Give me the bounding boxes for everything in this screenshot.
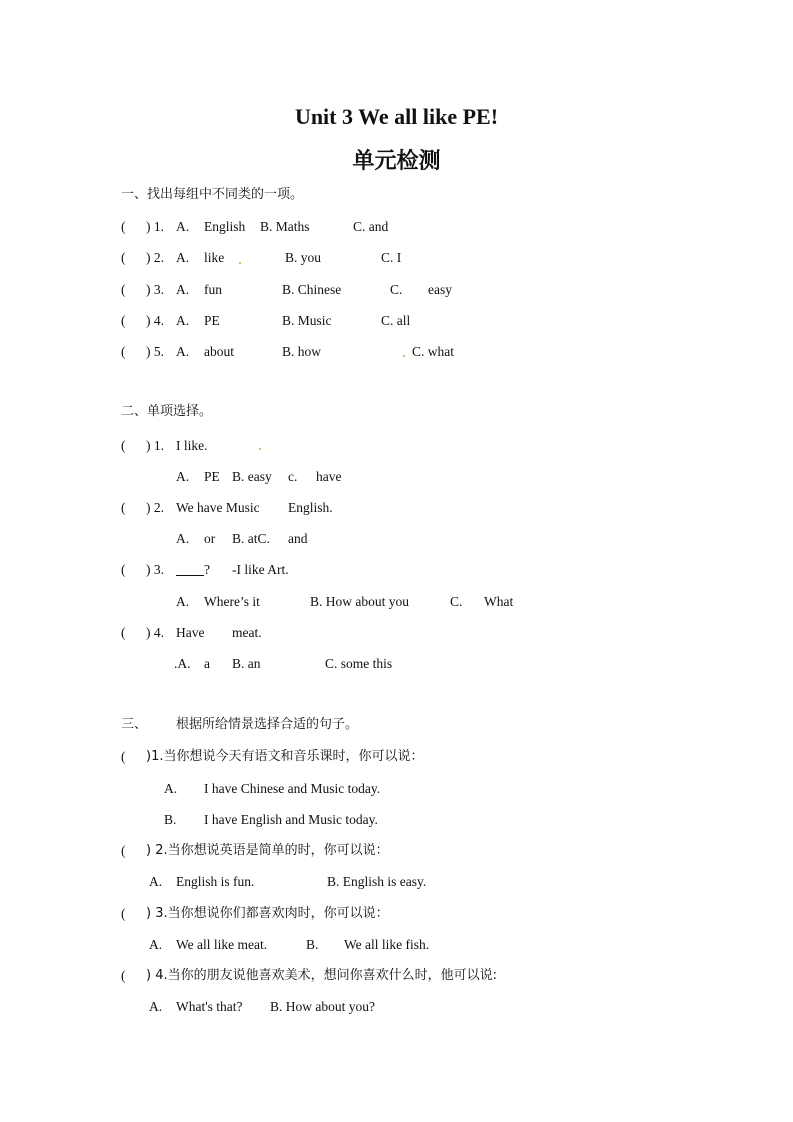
answer-paren: ( bbox=[121, 625, 126, 640]
option-b: I have English and Music today. bbox=[204, 812, 378, 827]
option-b-label: B. bbox=[306, 937, 319, 952]
option-a: English is fun. bbox=[176, 874, 255, 889]
option-a-label: A. bbox=[149, 999, 163, 1014]
question-number: ) 1. bbox=[146, 219, 164, 234]
option-c: and bbox=[288, 531, 308, 546]
answer-paren: ( bbox=[121, 344, 126, 359]
option-a-label: A. bbox=[176, 469, 190, 484]
option-a-label: A. bbox=[176, 282, 190, 297]
question-text-end: English. bbox=[288, 500, 333, 515]
option-c-label: C. bbox=[450, 594, 463, 609]
answer-paren: ( bbox=[121, 438, 126, 453]
option-c: C. and bbox=[353, 219, 389, 234]
option-a: PE bbox=[204, 313, 220, 328]
option-a-label: A. bbox=[176, 313, 190, 328]
option-b: We all like fish. bbox=[344, 937, 430, 952]
question-text: ) 3.当你想说你们都喜欢肉时，你可以说： bbox=[146, 906, 389, 921]
option-c: C. I bbox=[381, 250, 402, 265]
option-a-label: A. bbox=[176, 344, 190, 359]
question-text: ? bbox=[204, 562, 210, 577]
option-a: I have Chinese and Music today. bbox=[204, 781, 381, 796]
section-2-heading: 二、单项选择。 bbox=[121, 404, 213, 419]
question-number: ) 1. bbox=[146, 438, 164, 453]
option-c: What bbox=[484, 594, 514, 609]
question-number: ) 2. bbox=[146, 250, 164, 265]
question-number: ) 4. bbox=[146, 313, 164, 328]
option-b-c: B. atC. bbox=[232, 531, 270, 546]
answer-paren: ( bbox=[121, 749, 126, 764]
option-a-label: A. bbox=[176, 250, 190, 265]
question-text: )1.当你想说今天有语文和音乐课时，你可以说： bbox=[146, 749, 424, 764]
answer-paren: ( bbox=[121, 968, 126, 983]
answer-paren: ( bbox=[121, 313, 126, 328]
option-a-label: A. bbox=[164, 781, 178, 796]
answer-paren: ( bbox=[121, 500, 126, 515]
option-b-label: B. bbox=[164, 812, 177, 827]
option-c: C. all bbox=[381, 313, 411, 328]
option-a: Where’s it bbox=[204, 594, 260, 609]
option-b: B. Music bbox=[282, 313, 332, 328]
option-a: like bbox=[204, 250, 225, 265]
question-text: Have bbox=[176, 625, 205, 640]
question-number: ) 2. bbox=[146, 500, 164, 515]
question-number: ) 3. bbox=[146, 562, 164, 577]
option-b: B. an bbox=[232, 656, 261, 671]
stray-dot bbox=[239, 262, 241, 264]
option-b: B. How about you? bbox=[270, 999, 375, 1014]
option-b: B. English is easy. bbox=[327, 874, 427, 889]
option-b: B. easy bbox=[232, 469, 272, 484]
option-b: B. Maths bbox=[260, 219, 310, 234]
option-b: B. how bbox=[282, 344, 322, 359]
answer-paren: ( bbox=[121, 843, 126, 858]
option-c-label: c. bbox=[288, 469, 298, 484]
question-text: ) 4.当你的朋友说他喜欢美术，想问你喜欢什么时，他可以说: bbox=[146, 968, 497, 983]
page-subtitle: 单元检测 bbox=[352, 149, 441, 174]
option-a-label: A. bbox=[176, 531, 190, 546]
section-3-heading: 根据所给情景选择合适的句子。 bbox=[176, 717, 359, 732]
option-a-label: A. bbox=[149, 937, 163, 952]
stray-dot bbox=[403, 355, 405, 357]
option-c: have bbox=[316, 469, 342, 484]
question-text: We have Music bbox=[176, 500, 260, 515]
option-b: B. Chinese bbox=[282, 282, 342, 297]
option-a: about bbox=[204, 344, 234, 359]
section-1-heading: 一、找出每组中不同类的一项。 bbox=[121, 187, 304, 202]
option-c-label: C. bbox=[390, 282, 403, 297]
answer-blank bbox=[176, 563, 204, 576]
answer-paren: ( bbox=[121, 562, 126, 577]
question-reply: -I like Art. bbox=[232, 562, 289, 577]
question-text: I like. bbox=[176, 438, 208, 453]
page-title: Unit 3 We all like PE! bbox=[294, 104, 499, 129]
question-text-end: meat. bbox=[232, 625, 262, 640]
answer-paren: ( bbox=[121, 250, 126, 265]
section-3-number: 三、 bbox=[121, 717, 148, 732]
option-a: or bbox=[204, 531, 216, 546]
option-b: B. How about you bbox=[310, 594, 409, 609]
option-b: B. you bbox=[285, 250, 322, 265]
option-a: PE bbox=[204, 469, 220, 484]
option-a: a bbox=[204, 656, 210, 671]
stray-dot bbox=[259, 448, 261, 450]
option-a-label: A. bbox=[176, 219, 190, 234]
option-a: What's that? bbox=[176, 999, 243, 1014]
option-a-label: .A. bbox=[174, 656, 191, 671]
answer-paren: ( bbox=[121, 906, 126, 921]
question-text: ) 2.当你想说英语是简单的时，你可以说： bbox=[146, 843, 389, 858]
option-a-label: A. bbox=[149, 874, 163, 889]
option-c: C. what bbox=[412, 344, 454, 359]
option-a-label: A. bbox=[176, 594, 190, 609]
answer-paren: ( bbox=[121, 282, 126, 297]
option-a: fun bbox=[204, 282, 222, 297]
option-a: We all like meat. bbox=[176, 937, 268, 952]
option-c: easy bbox=[428, 282, 452, 297]
answer-paren: ( bbox=[121, 219, 126, 234]
question-number: ) 3. bbox=[146, 282, 164, 297]
question-number: ) 5. bbox=[146, 344, 164, 359]
question-number: ) 4. bbox=[146, 625, 164, 640]
option-c: C. some this bbox=[325, 656, 393, 671]
option-a: English bbox=[204, 219, 246, 234]
